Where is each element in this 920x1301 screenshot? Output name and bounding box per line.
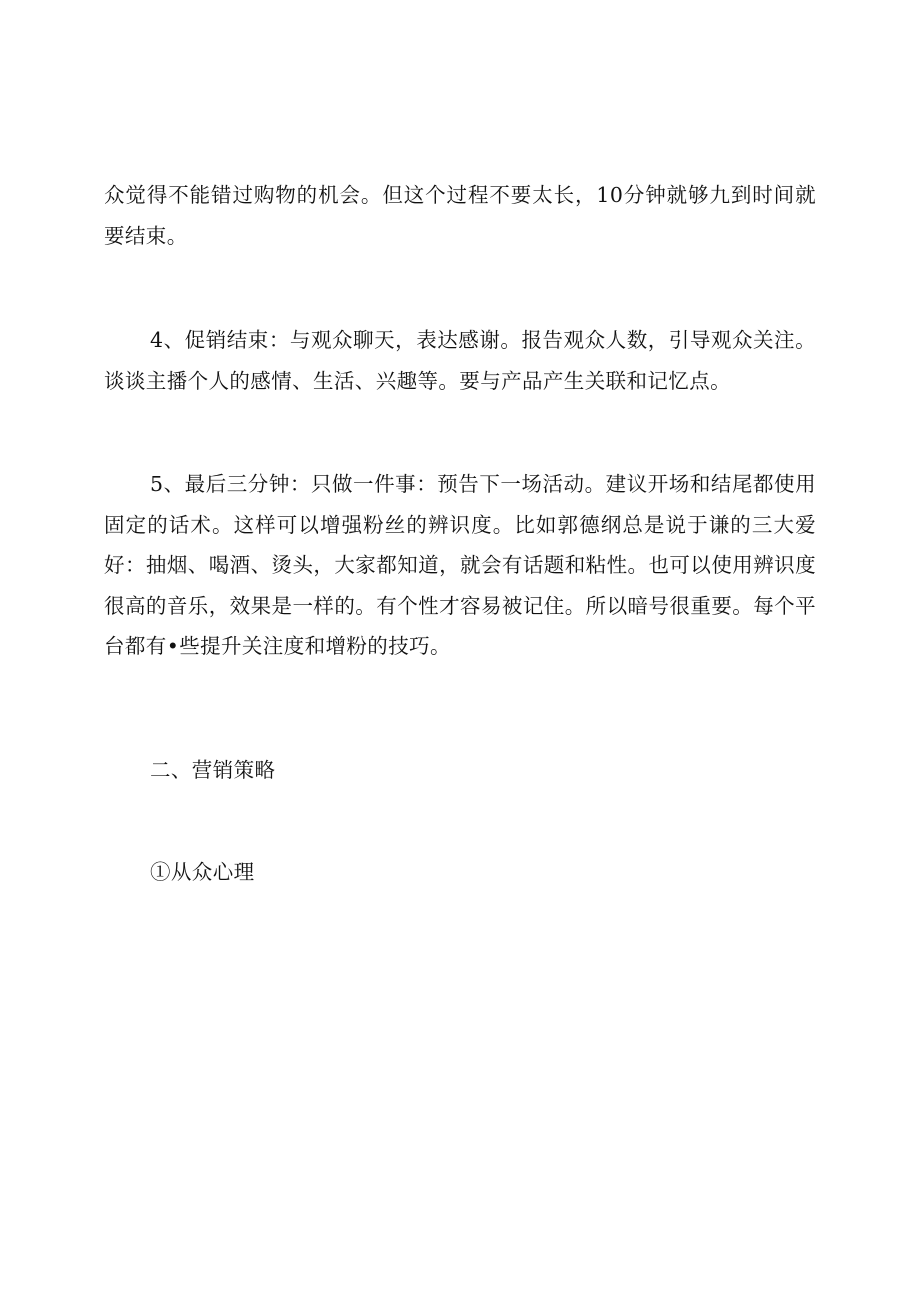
- paragraph-continuation: 众觉得不能错过购物的机会。但这个过程不要太长，10分钟就够九到时间就要结束。: [104, 183, 816, 248]
- paragraph-promotion-end: 4、促销结束：与观众聊天，表达感谢。报告观众人数，引导观众关注。谈谈主播个人的感情、生活、兴趣等。要与产品产生关联和记忆点。: [104, 328, 816, 393]
- subsection-heading-herd-mentality: ①从众心理: [150, 860, 255, 884]
- section-heading-marketing-strategy: 二、营销策略: [150, 758, 276, 782]
- paragraph-last-three-minutes: 5、最后三分钟：只做一件事：预告下一场活动。建议开场和结尾都使用固定的话术。这样可以增强粉丝的辨识度。比如郭德纲总是说于谦的三大爱好：抽烟、喝酒、烫头，大家都知道，就会有话题和粘性。也可以使用辨识度很高的音乐，效果是一样的。有个性才容易被记住。所以暗号很重要。每个平台都有•些提升关注度和增粉的技巧。: [104, 472, 816, 658]
